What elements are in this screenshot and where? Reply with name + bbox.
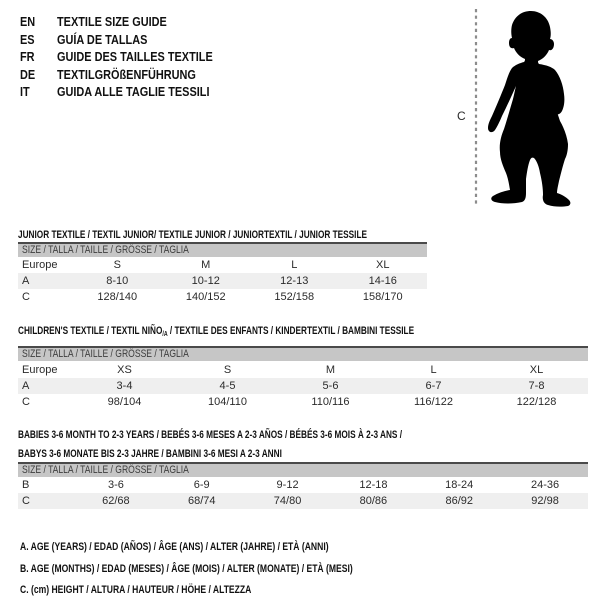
babies-size-header-bar: SIZE / TALLA / TAILLE / GRÖSSE / TAGLIA [18,462,588,477]
table-row: C 62/68 68/74 74/80 80/86 86/92 92/98 [18,493,588,509]
legend-row-de [20,66,242,84]
children-size-table [18,362,588,410]
legend-code-fr: FR [20,49,35,65]
legend-row-fr [20,48,242,66]
row-label: A [22,275,30,287]
table-row: Europe S M L XL [18,257,427,273]
table-row: A 3-4 4-5 5-6 6-7 7-8 [18,378,588,394]
table-row: C 128/140 140/152 152/158 158/170 [18,289,427,305]
junior-size-table [18,257,427,305]
legend-title-fr: GUIDE DES TAILLES TEXTILE [57,49,213,65]
row-label: C [22,291,30,303]
row-label: A [22,380,30,392]
legend-title-it: GUIDA ALLE TAGLIE TESSILI [57,84,210,100]
legend-title-es: GUÍA DE TALLAS [57,31,148,47]
baby-silhouette [488,11,570,207]
footnote-age-years: A. AGE (YEARS) / EDAD (AÑOS) / ÂGE (ANS) / ALTER (JAHRE) / ETÀ (ANNI) [20,540,329,553]
legend-row-es [20,31,242,49]
table-row: A 8-10 10-12 12-13 14-16 [18,273,427,289]
children-size-header-bar: SIZE / TALLA / TAILLE / GRÖSSE / TAGLIA [18,346,588,361]
footnote-age-months: B. AGE (MONTHS) / EDAD (MESES) / ÂGE (MOIS) / ALTER (MONATE) / ETÀ (MESI) [20,562,353,575]
row-label: C [22,495,30,507]
table-row: Europe XS S M L XL [18,362,588,378]
junior-size-header-bar: SIZE / TALLA / TAILLE / GRÖSSE / TAGLIA [18,242,427,257]
height-label: C [457,109,466,123]
legend-title-de: TEXTILGRÖßENFÜHRUNG [57,66,196,82]
legend-code-de: DE [20,66,36,82]
row-label: B [22,479,30,491]
footnote-height-cm: C. (cm) HEIGHT / ALTURA / HAUTEUR / HÖHE / ALTEZZA [20,584,252,597]
legend-row-en [20,13,242,31]
baby-silhouette-icon [440,4,600,212]
legend-code-it: IT [20,84,30,100]
babies-table-title: BABIES 3-6 MONTH TO 2-3 YEARS / BEBÉS 3-6 MESES A 2-3 AÑOS / BÉBÉS 3-6 MOIS À 2-3 ANS / BABYS 3-6 MONATE BIS 2-3 JAHRE / BAMBINI 3-6 MESI A 2-3 ANNI [18,429,403,460]
row-label: Europe [22,364,58,376]
junior-table-title: JUNIOR TEXTILE / TEXTIL JUNIOR/ TEXTILE JUNIOR / JUNIORTEXTIL / JUNIOR TESSILE [18,229,367,241]
table-row: C 98/104 104/110 110/116 116/122 122/128 [18,394,588,410]
babies-size-table [18,477,588,509]
legend-code-es: ES [20,31,35,47]
row-label: Europe [22,259,58,271]
legend-code-en: EN [20,14,36,30]
table-row: B 3-6 6-9 9-12 12-18 18-24 24-36 [18,477,588,493]
language-legend [20,13,242,101]
height-measure-figure [440,4,600,212]
row-label: C [22,396,30,408]
measure-footnotes [20,536,447,601]
legend-title-en: TEXTILE SIZE GUIDE [57,14,167,30]
children-table-title: CHILDREN'S TEXTILE / TEXTIL NIÑO/A / TEXTILE DES ENFANTS / KINDERTEXTIL / BAMBINI TESSILE [18,325,415,338]
legend-row-it [20,83,242,101]
